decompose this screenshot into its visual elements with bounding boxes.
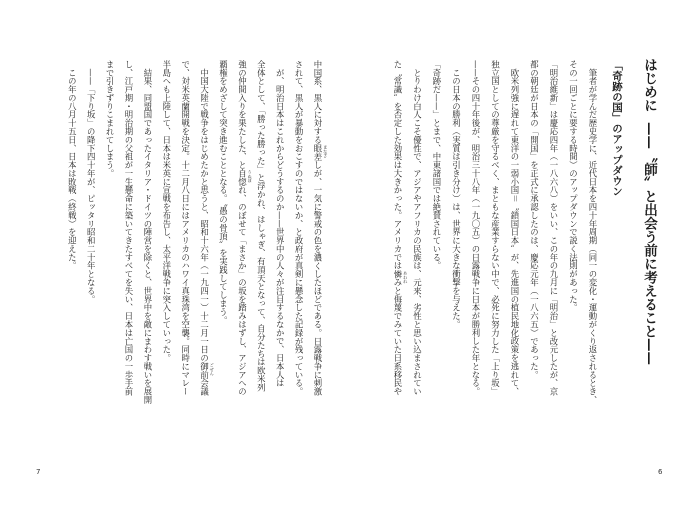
text-column bbox=[181, 60, 191, 396]
text-run: 独立国としての尊厳を守るべく、まともな産業すらない中で、必死に努力した「上り坂」 bbox=[490, 60, 501, 396]
page-number: 6 bbox=[658, 468, 663, 476]
page-number: 7 bbox=[36, 468, 41, 476]
text-run: 会議 bbox=[199, 378, 210, 396]
ruby-base: 御前 ごぜん bbox=[199, 362, 215, 379]
text-run: 半島へも上陸して、日本は米英に宣戦を布告し、太平洋戦争に突入していった。 bbox=[161, 60, 172, 363]
text-column bbox=[237, 60, 253, 396]
text-column bbox=[162, 60, 172, 362]
text-run: 中国大陸で戦争をはじめたかと思うと、昭和十六年（一九四一）十二月一日の bbox=[199, 60, 210, 363]
text-run: されて、黒人が暴動をおこすのではないか、と政府が真剣に懸念した記録が残っている。 bbox=[294, 60, 305, 396]
ruby-base: 自惚 うぬぼ bbox=[237, 169, 253, 186]
text-column bbox=[452, 60, 462, 328]
text-column bbox=[588, 60, 598, 404]
text-column bbox=[124, 60, 134, 396]
text-run: 「奇跡だ——」とまで、中東諸国では絶賛されている。 bbox=[432, 60, 442, 270]
text-run: ——その四十年後が、明治三十八年（一九〇五）の日露戦争に日本が勝利した年となる。 bbox=[471, 60, 481, 396]
ruby-base: 憐 あわれ bbox=[393, 269, 409, 284]
ruby-text: まなざ bbox=[323, 144, 329, 158]
text-run: 「明治維新」は慶応四年（一八六八）をいい、この年の九月に「明治」と改元したが、京 bbox=[549, 60, 559, 396]
text-run: とりわけ白人こそ優性で、アジアやアフリカの民族は、元来、劣性と思い込まされてい bbox=[412, 60, 423, 396]
ruby-text: うぬぼ bbox=[247, 170, 253, 183]
text-column bbox=[67, 60, 77, 270]
text-column bbox=[143, 60, 153, 404]
text-run: しが、一気に警戒の色を濃くしたほどである。日露戦争に刺激 bbox=[313, 160, 323, 396]
text-run: 強の仲間入りを果たした、と bbox=[237, 60, 248, 170]
text-column bbox=[313, 60, 329, 396]
text-column bbox=[105, 60, 115, 177]
ruby-base: 眼差 まなざ bbox=[313, 143, 329, 161]
text-run: ——「下り坂」の降下四十年が、ピッタリ昭和二十年となる。 bbox=[86, 60, 97, 304]
text-column bbox=[413, 60, 423, 396]
ruby-text: ごぜん bbox=[209, 363, 215, 376]
text-column bbox=[393, 60, 409, 396]
text-column bbox=[219, 60, 229, 324]
ruby-text: あわれ bbox=[403, 270, 409, 284]
text-run: 都の朝廷が日本の「開国」を正式に承認したのは、慶応元年（一八六五）であった。 bbox=[529, 60, 540, 379]
text-column bbox=[275, 60, 285, 387]
text-run: た〝常識〟を否定した効果は大きかった。アメリカでは bbox=[393, 60, 403, 270]
text-run: まで引きずりこまれてしまう。 bbox=[105, 60, 116, 178]
chapter-title-subtitle: ——〝師〟と出会う前に考えること—— bbox=[641, 122, 657, 365]
text-run: 中国系、黒人に対する bbox=[313, 60, 323, 144]
text-column bbox=[530, 60, 540, 379]
text-column bbox=[471, 60, 481, 396]
text-run: れ、のぼせて「まさか」の坂を踏みはずし、アジアへの bbox=[237, 185, 248, 396]
text-column bbox=[549, 60, 559, 396]
text-run: で、対米英蘭開戦を決定。十二月八日にはアメリカのハワイ真珠湾を空襲。同時にマレー bbox=[180, 60, 191, 396]
text-run: この日本の勝利（実質は引き分け）は、世界に大きな衝撃を与えた。 bbox=[451, 60, 462, 329]
text-column bbox=[256, 60, 266, 391]
text-column bbox=[432, 60, 442, 270]
chapter-title-main: はじめに bbox=[641, 58, 657, 112]
text-run: みと侮蔑でみていた日系移民や bbox=[393, 278, 403, 396]
text-column bbox=[491, 60, 501, 396]
text-column bbox=[199, 60, 215, 396]
text-run: 覇権をめざして突き進むこととなる。〝愚の骨頂〟を実践してしまう。 bbox=[218, 60, 229, 325]
right-page bbox=[350, 0, 700, 518]
text-run: が、明治日本はこれからどうするのか——世界中の人々が注目するなかで、日本人は bbox=[275, 60, 286, 388]
text-run: その一回ごとに要する時間）のアップダウンで説く法則があった。 bbox=[568, 60, 579, 312]
text-column bbox=[86, 60, 96, 303]
text-run: し、江戸期・明治期の父祖が一生懸命に築いてきたすべてを失い、日本は亡国の一歩手前 bbox=[124, 60, 134, 396]
text-run: 結果、同盟国であったイタリア・ドイツの陣営を除くと、世界中を敵にまわす戦いを展開 bbox=[142, 60, 153, 404]
section-heading: 「奇跡の国」のアップダウン bbox=[611, 60, 623, 197]
text-run: この年の八月十五日、日本は敗戦（終戦）を迎えた。 bbox=[67, 60, 78, 270]
text-run: 筆者が学んだ歴史学に、近代日本を四十年周期（同一の変化・運動がくり返されるとき、 bbox=[588, 60, 598, 404]
text-run: 全体として、「勝った勝った」と浮かれ、はしゃぎ、有頂天となって、自分たちは欧米列 bbox=[256, 60, 267, 392]
text-column bbox=[510, 60, 520, 396]
text-column bbox=[294, 60, 304, 396]
text-column bbox=[569, 60, 579, 312]
text-run: 欧米列強に遅れて東洋の一弱小国＝〝鎖国日本〟が、先進国の植民地化政策を逃れて、 bbox=[510, 60, 520, 396]
chapter-title bbox=[641, 58, 657, 365]
